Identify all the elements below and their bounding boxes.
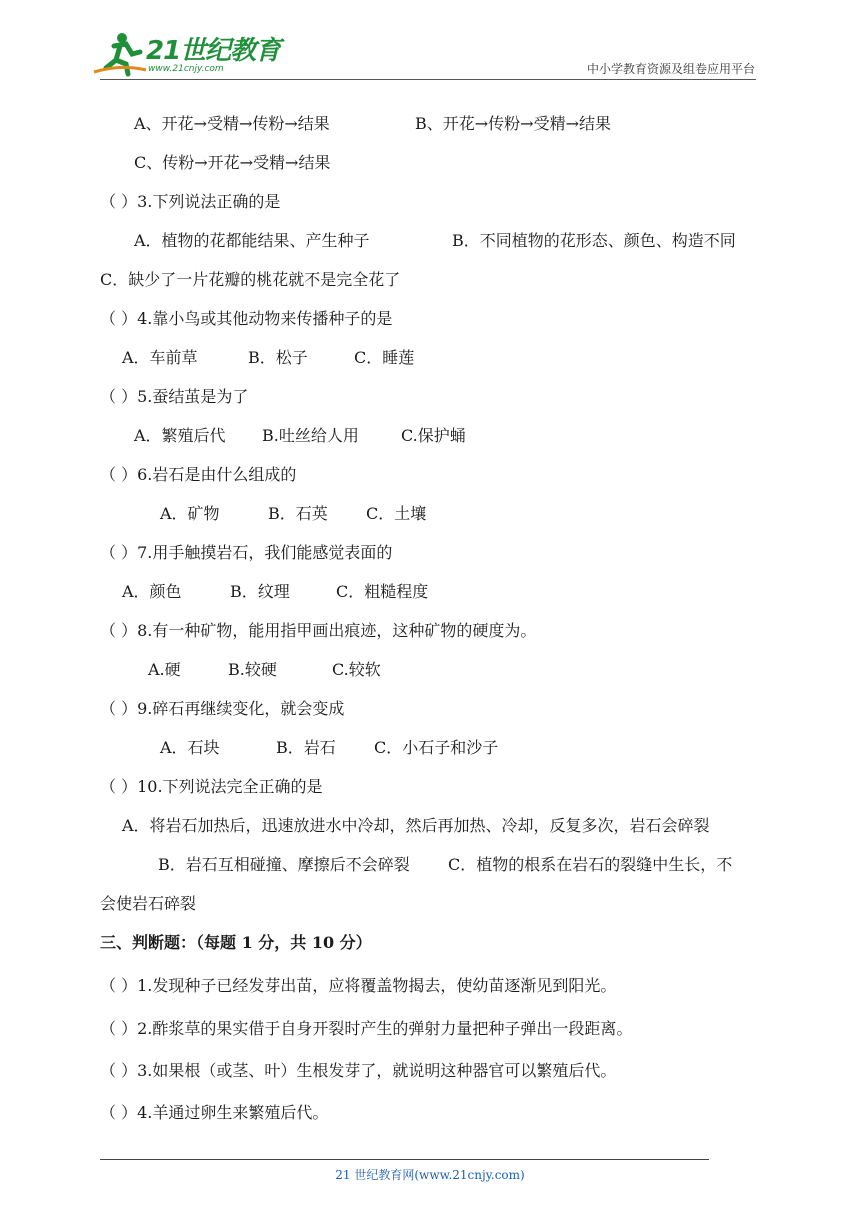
option-line: A．将岩石加热后，迅速放进水中冷却，然后再加热、冷却，反复多次，岩石会碎裂 bbox=[122, 816, 710, 835]
logo-url: www.21cnjy.com bbox=[148, 64, 224, 74]
option-line: 会使岩石碎裂 bbox=[100, 894, 197, 913]
option-line: C．土壤 bbox=[366, 504, 427, 523]
header-divider bbox=[100, 79, 756, 80]
footer-link[interactable]: 21 世纪教育网(www.21cnjy.com) bbox=[335, 1168, 525, 1182]
option-line: C．粗糙程度 bbox=[336, 582, 429, 601]
option-line: B．岩石 bbox=[276, 738, 336, 757]
option-line: B．松子 bbox=[248, 348, 308, 367]
section-heading: 三、判断题：（每题 1 分，共 10 分） bbox=[100, 933, 372, 952]
option-line: A．繁殖后代 bbox=[134, 426, 226, 445]
option-line: A．矿物 bbox=[160, 504, 220, 523]
page-header bbox=[0, 0, 860, 82]
question-line: （ ）8.有一种矿物，能用指甲画出痕迹，这种矿物的硬度为。 bbox=[100, 621, 537, 640]
option-line: B．不同植物的花形态、颜色、构造不同 bbox=[452, 231, 736, 250]
question-line: （ ）10.下列说法完全正确的是 bbox=[100, 777, 323, 796]
question-line: （ ）9.碎石再继续变化，就会变成 bbox=[100, 699, 345, 718]
option-line: C.保护蛹 bbox=[401, 426, 466, 445]
question-line: （ ）3.下列说法正确的是 bbox=[100, 192, 281, 211]
logo-text: 21世纪教育 bbox=[146, 36, 281, 66]
option-line: C．缺少了一片花瓣的桃花就不是完全花了 bbox=[100, 270, 401, 289]
question-line: （ ）3.如果根（或茎、叶）生根发芽了，就说明这种器官可以繁殖后代。 bbox=[100, 1061, 617, 1080]
question-line: （ ）5.蚕结茧是为了 bbox=[100, 387, 249, 406]
question-line: （ ）1.发现种子已经发芽出苗，应将覆盖物揭去，使幼苗逐渐见到阳光。 bbox=[100, 976, 617, 995]
option-line: A．石块 bbox=[160, 738, 220, 757]
option-line: C．睡莲 bbox=[354, 348, 415, 367]
option-line: B．石英 bbox=[268, 504, 328, 523]
option-line: A.硬 bbox=[148, 660, 181, 679]
option-line: A、开花→受精→传粉→结果 bbox=[134, 114, 330, 133]
question-line: （ ）2.酢浆草的果实借于自身开裂时产生的弹射力量把种子弹出一段距离。 bbox=[100, 1019, 633, 1038]
platform-name: 中小学教育资源及组卷应用平台 bbox=[586, 62, 755, 76]
option-line: B．纹理 bbox=[230, 582, 290, 601]
option-line: C．植物的根系在岩石的裂缝中生长，不 bbox=[448, 855, 733, 874]
option-line: B.较硬 bbox=[228, 660, 277, 679]
option-line: C.较软 bbox=[332, 660, 381, 679]
option-line: C、传粉→开花→受精→结果 bbox=[134, 153, 331, 172]
question-line: （ ）4.羊通过卵生来繁殖后代。 bbox=[100, 1103, 329, 1122]
option-line: B.吐丝给人用 bbox=[262, 426, 359, 445]
option-line: A．车前草 bbox=[122, 348, 198, 367]
option-line: A．颜色 bbox=[122, 582, 182, 601]
option-line: B．岩石互相碰撞、摩擦后不会碎裂 bbox=[158, 855, 410, 874]
option-line: B、开花→传粉→受精→结果 bbox=[415, 114, 611, 133]
question-line: （ ）4.靠小鸟或其他动物来传播种子的是 bbox=[100, 309, 393, 328]
question-line: （ ）6.岩石是由什么组成的 bbox=[100, 465, 297, 484]
footer-divider bbox=[100, 1159, 709, 1160]
question-line: （ ）7.用手触摸岩石，我们能感觉表面的 bbox=[100, 543, 393, 562]
option-line: A．植物的花都能结果、产生种子 bbox=[134, 231, 370, 250]
option-line: C．小石子和沙子 bbox=[374, 738, 499, 757]
